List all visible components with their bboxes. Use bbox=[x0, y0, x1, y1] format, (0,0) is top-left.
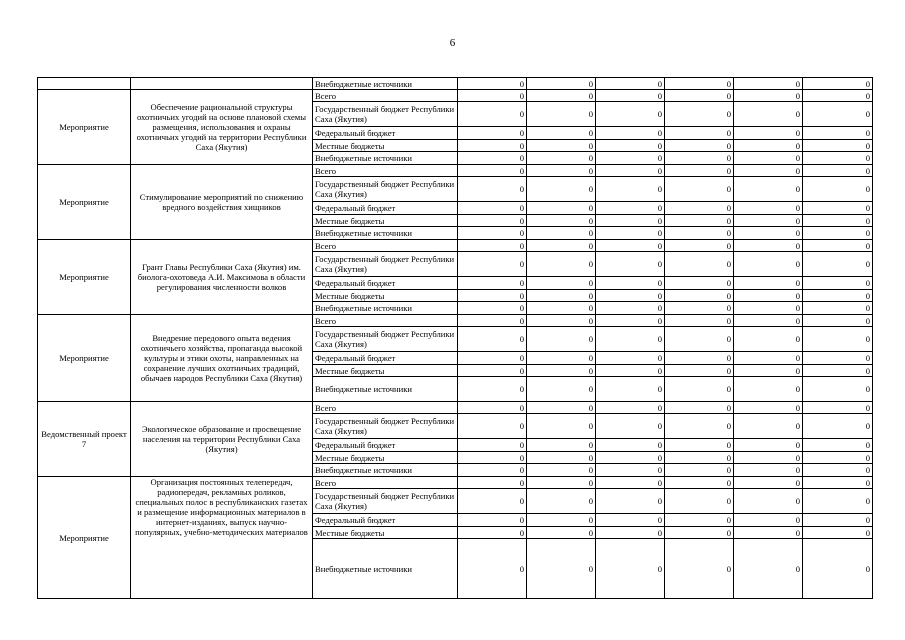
item-type-cell: Мероприятие bbox=[38, 315, 131, 402]
value-cell: 0 bbox=[458, 527, 527, 539]
value-cell: 0 bbox=[527, 414, 596, 439]
funding-source-cell: Всего bbox=[313, 240, 458, 252]
funding-source-cell: Всего bbox=[313, 315, 458, 327]
item-name-cell: Стимулирование мероприятий по снижению вредного воздействия хищников bbox=[131, 165, 313, 240]
value-cell: 0 bbox=[596, 464, 665, 477]
value-cell: 0 bbox=[527, 202, 596, 215]
value-cell: 0 bbox=[596, 489, 665, 514]
value-cell: 0 bbox=[527, 78, 596, 90]
table-row bbox=[38, 78, 873, 90]
value-cell: 0 bbox=[803, 352, 873, 365]
value-cell: 0 bbox=[665, 414, 734, 439]
value-cell: 0 bbox=[458, 402, 527, 414]
value-cell: 0 bbox=[803, 414, 873, 439]
value-cell: 0 bbox=[596, 377, 665, 402]
funding-table-body bbox=[38, 78, 873, 599]
funding-source-cell: Местные бюджеты bbox=[313, 527, 458, 539]
value-cell: 0 bbox=[527, 514, 596, 527]
value-cell: 0 bbox=[527, 527, 596, 539]
item-name-cell: Организация постоянных телепередач, радиопередач, рекламных роликов, специальных полос в республиканских газетах и размещение информационных материалов в интернет-изданиях, выпуск научно-популярных, учебно-методических материалов bbox=[131, 477, 313, 599]
value-cell: 0 bbox=[803, 327, 873, 352]
value-cell: 0 bbox=[596, 527, 665, 539]
value-cell: 0 bbox=[734, 127, 803, 140]
value-cell: 0 bbox=[803, 527, 873, 539]
value-cell: 0 bbox=[458, 439, 527, 452]
value-cell: 0 bbox=[458, 539, 527, 599]
funding-source-cell: Местные бюджеты bbox=[313, 215, 458, 227]
item-name-cell: Внедрение передового опыта ведения охотничьего хозяйства, пропаганда высокой культуры и этики охоты, направленных на сохранение лучших охотничьих традиций, обычаев народов Республики Саха (Якутия) bbox=[131, 315, 313, 402]
value-cell: 0 bbox=[458, 102, 527, 127]
value-cell: 0 bbox=[527, 315, 596, 327]
value-cell: 0 bbox=[665, 327, 734, 352]
value-cell: 0 bbox=[527, 439, 596, 452]
funding-source-cell: Федеральный бюджет bbox=[313, 277, 458, 290]
value-cell: 0 bbox=[596, 227, 665, 240]
value-cell: 0 bbox=[527, 402, 596, 414]
value-cell: 0 bbox=[527, 227, 596, 240]
funding-source-cell: Внебюджетные источники bbox=[313, 539, 458, 599]
value-cell: 0 bbox=[803, 439, 873, 452]
funding-source-cell: Всего bbox=[313, 477, 458, 489]
value-cell: 0 bbox=[734, 352, 803, 365]
value-cell: 0 bbox=[527, 177, 596, 202]
value-cell: 0 bbox=[596, 327, 665, 352]
value-cell: 0 bbox=[665, 477, 734, 489]
value-cell: 0 bbox=[458, 290, 527, 302]
value-cell: 0 bbox=[803, 227, 873, 240]
value-cell: 0 bbox=[458, 227, 527, 240]
value-cell: 0 bbox=[665, 177, 734, 202]
value-cell: 0 bbox=[734, 514, 803, 527]
value-cell: 0 bbox=[734, 489, 803, 514]
value-cell: 0 bbox=[734, 152, 803, 165]
value-cell: 0 bbox=[734, 302, 803, 315]
value-cell: 0 bbox=[734, 290, 803, 302]
value-cell: 0 bbox=[596, 202, 665, 215]
value-cell: 0 bbox=[458, 477, 527, 489]
value-cell: 0 bbox=[734, 252, 803, 277]
value-cell: 0 bbox=[665, 315, 734, 327]
value-cell: 0 bbox=[527, 102, 596, 127]
value-cell: 0 bbox=[803, 452, 873, 464]
value-cell: 0 bbox=[665, 439, 734, 452]
value-cell: 0 bbox=[803, 277, 873, 290]
funding-source-cell: Всего bbox=[313, 402, 458, 414]
value-cell: 0 bbox=[596, 240, 665, 252]
value-cell: 0 bbox=[665, 514, 734, 527]
value-cell: 0 bbox=[458, 352, 527, 365]
funding-table bbox=[37, 77, 873, 599]
value-cell: 0 bbox=[734, 439, 803, 452]
item-type-cell: Ведомственный проект 7 bbox=[38, 402, 131, 477]
value-cell: 0 bbox=[734, 78, 803, 90]
item-name-cell: Обеспечение рациональной структуры охотничьих угодий на основе плановой схемы размещения, использования и охраны охотничьих угодий на территории Республики Саха (Якутия) bbox=[131, 90, 313, 165]
value-cell: 0 bbox=[734, 202, 803, 215]
funding-source-cell: Внебюджетные источники bbox=[313, 377, 458, 402]
value-cell: 0 bbox=[665, 152, 734, 165]
value-cell: 0 bbox=[665, 489, 734, 514]
item-name-cell: Грант Главы Республики Саха (Якутия) им. биолога-охотоведа А.И. Максимова в области регулирования численности волков bbox=[131, 240, 313, 315]
value-cell: 0 bbox=[458, 140, 527, 152]
value-cell: 0 bbox=[527, 290, 596, 302]
value-cell: 0 bbox=[803, 315, 873, 327]
value-cell: 0 bbox=[596, 290, 665, 302]
funding-source-cell: Внебюджетные источники bbox=[313, 78, 458, 90]
funding-source-cell: Внебюджетные источники bbox=[313, 464, 458, 477]
value-cell: 0 bbox=[596, 365, 665, 377]
table-row bbox=[38, 315, 873, 327]
funding-source-cell: Государственный бюджет Республики Саха (Якутия) bbox=[313, 327, 458, 352]
value-cell: 0 bbox=[734, 240, 803, 252]
value-cell: 0 bbox=[803, 464, 873, 477]
table-row bbox=[38, 402, 873, 414]
value-cell: 0 bbox=[527, 277, 596, 290]
funding-source-cell: Государственный бюджет Республики Саха (Якутия) bbox=[313, 489, 458, 514]
value-cell: 0 bbox=[734, 90, 803, 102]
value-cell: 0 bbox=[527, 452, 596, 464]
value-cell: 0 bbox=[803, 102, 873, 127]
funding-source-cell: Федеральный бюджет bbox=[313, 202, 458, 215]
value-cell: 0 bbox=[665, 277, 734, 290]
value-cell: 0 bbox=[596, 277, 665, 290]
value-cell: 0 bbox=[665, 227, 734, 240]
value-cell: 0 bbox=[527, 327, 596, 352]
value-cell: 0 bbox=[734, 452, 803, 464]
funding-source-cell: Местные бюджеты bbox=[313, 365, 458, 377]
value-cell: 0 bbox=[596, 477, 665, 489]
value-cell: 0 bbox=[596, 514, 665, 527]
value-cell: 0 bbox=[458, 414, 527, 439]
value-cell: 0 bbox=[527, 252, 596, 277]
funding-source-cell: Местные бюджеты bbox=[313, 290, 458, 302]
value-cell: 0 bbox=[527, 464, 596, 477]
funding-source-cell: Государственный бюджет Республики Саха (Якутия) bbox=[313, 252, 458, 277]
value-cell: 0 bbox=[596, 90, 665, 102]
value-cell: 0 bbox=[596, 252, 665, 277]
value-cell: 0 bbox=[458, 315, 527, 327]
value-cell: 0 bbox=[596, 452, 665, 464]
value-cell: 0 bbox=[665, 165, 734, 177]
table-row bbox=[38, 165, 873, 177]
value-cell: 0 bbox=[527, 302, 596, 315]
value-cell: 0 bbox=[803, 402, 873, 414]
value-cell: 0 bbox=[665, 302, 734, 315]
funding-source-cell: Федеральный бюджет bbox=[313, 127, 458, 140]
value-cell: 0 bbox=[458, 127, 527, 140]
funding-source-cell: Федеральный бюджет bbox=[313, 439, 458, 452]
value-cell: 0 bbox=[734, 327, 803, 352]
value-cell: 0 bbox=[596, 414, 665, 439]
value-cell: 0 bbox=[803, 365, 873, 377]
value-cell: 0 bbox=[803, 215, 873, 227]
value-cell: 0 bbox=[458, 514, 527, 527]
item-type-cell: Мероприятие bbox=[38, 90, 131, 165]
value-cell: 0 bbox=[527, 240, 596, 252]
value-cell: 0 bbox=[734, 227, 803, 240]
value-cell: 0 bbox=[458, 165, 527, 177]
value-cell: 0 bbox=[665, 377, 734, 402]
value-cell: 0 bbox=[596, 302, 665, 315]
value-cell: 0 bbox=[803, 514, 873, 527]
value-cell: 0 bbox=[458, 377, 527, 402]
value-cell: 0 bbox=[458, 365, 527, 377]
value-cell: 0 bbox=[734, 464, 803, 477]
value-cell: 0 bbox=[596, 177, 665, 202]
funding-source-cell: Государственный бюджет Республики Саха (Якутия) bbox=[313, 102, 458, 127]
value-cell: 0 bbox=[803, 90, 873, 102]
value-cell: 0 bbox=[665, 215, 734, 227]
value-cell: 0 bbox=[665, 402, 734, 414]
value-cell: 0 bbox=[596, 140, 665, 152]
value-cell: 0 bbox=[734, 539, 803, 599]
value-cell: 0 bbox=[596, 215, 665, 227]
value-cell: 0 bbox=[458, 327, 527, 352]
value-cell: 0 bbox=[665, 352, 734, 365]
value-cell: 0 bbox=[803, 78, 873, 90]
value-cell: 0 bbox=[596, 165, 665, 177]
value-cell: 0 bbox=[596, 152, 665, 165]
value-cell: 0 bbox=[527, 127, 596, 140]
value-cell: 0 bbox=[458, 215, 527, 227]
value-cell: 0 bbox=[458, 252, 527, 277]
value-cell: 0 bbox=[527, 215, 596, 227]
table-row bbox=[38, 240, 873, 252]
value-cell: 0 bbox=[734, 402, 803, 414]
value-cell: 0 bbox=[665, 527, 734, 539]
value-cell: 0 bbox=[803, 489, 873, 514]
value-cell: 0 bbox=[527, 140, 596, 152]
value-cell: 0 bbox=[665, 252, 734, 277]
value-cell: 0 bbox=[665, 365, 734, 377]
funding-source-cell: Государственный бюджет Республики Саха (Якутия) bbox=[313, 177, 458, 202]
value-cell: 0 bbox=[734, 315, 803, 327]
item-type-cell bbox=[38, 78, 131, 90]
funding-source-cell: Федеральный бюджет bbox=[313, 352, 458, 365]
value-cell: 0 bbox=[665, 102, 734, 127]
value-cell: 0 bbox=[803, 202, 873, 215]
funding-source-cell: Внебюджетные источники bbox=[313, 302, 458, 315]
item-type-cell: Мероприятие bbox=[38, 240, 131, 315]
value-cell: 0 bbox=[458, 240, 527, 252]
value-cell: 0 bbox=[734, 102, 803, 127]
funding-source-cell: Федеральный бюджет bbox=[313, 514, 458, 527]
value-cell: 0 bbox=[458, 302, 527, 315]
value-cell: 0 bbox=[596, 439, 665, 452]
value-cell: 0 bbox=[527, 365, 596, 377]
value-cell: 0 bbox=[458, 177, 527, 202]
value-cell: 0 bbox=[458, 152, 527, 165]
item-name-cell: Экологическое образование и просвещение населения на территории Республики Саха (Якутия) bbox=[131, 402, 313, 477]
value-cell: 0 bbox=[734, 140, 803, 152]
value-cell: 0 bbox=[665, 140, 734, 152]
value-cell: 0 bbox=[596, 402, 665, 414]
value-cell: 0 bbox=[527, 539, 596, 599]
page-number: 6 bbox=[449, 37, 456, 49]
value-cell: 0 bbox=[596, 539, 665, 599]
value-cell: 0 bbox=[803, 290, 873, 302]
value-cell: 0 bbox=[458, 277, 527, 290]
value-cell: 0 bbox=[527, 377, 596, 402]
value-cell: 0 bbox=[527, 489, 596, 514]
value-cell: 0 bbox=[734, 177, 803, 202]
value-cell: 0 bbox=[665, 202, 734, 215]
funding-source-cell: Местные бюджеты bbox=[313, 452, 458, 464]
value-cell: 0 bbox=[803, 127, 873, 140]
value-cell: 0 bbox=[734, 365, 803, 377]
value-cell: 0 bbox=[734, 165, 803, 177]
value-cell: 0 bbox=[665, 290, 734, 302]
item-type-cell: Мероприятие bbox=[38, 165, 131, 240]
funding-source-cell: Государственный бюджет Республики Саха (Якутия) bbox=[313, 414, 458, 439]
value-cell: 0 bbox=[665, 464, 734, 477]
value-cell: 0 bbox=[458, 78, 527, 90]
value-cell: 0 bbox=[527, 352, 596, 365]
item-type-cell: Мероприятие bbox=[38, 477, 131, 599]
value-cell: 0 bbox=[734, 477, 803, 489]
value-cell: 0 bbox=[596, 127, 665, 140]
funding-source-cell: Местные бюджеты bbox=[313, 140, 458, 152]
funding-source-cell: Всего bbox=[313, 165, 458, 177]
value-cell: 0 bbox=[596, 102, 665, 127]
value-cell: 0 bbox=[527, 152, 596, 165]
item-name-cell bbox=[131, 78, 313, 90]
value-cell: 0 bbox=[734, 277, 803, 290]
value-cell: 0 bbox=[734, 215, 803, 227]
value-cell: 0 bbox=[596, 78, 665, 90]
value-cell: 0 bbox=[803, 302, 873, 315]
value-cell: 0 bbox=[458, 452, 527, 464]
value-cell: 0 bbox=[734, 527, 803, 539]
value-cell: 0 bbox=[734, 414, 803, 439]
funding-source-cell: Внебюджетные источники bbox=[313, 152, 458, 165]
value-cell: 0 bbox=[596, 352, 665, 365]
funding-source-cell: Внебюджетные источники bbox=[313, 227, 458, 240]
value-cell: 0 bbox=[665, 452, 734, 464]
value-cell: 0 bbox=[665, 539, 734, 599]
value-cell: 0 bbox=[458, 90, 527, 102]
value-cell: 0 bbox=[458, 202, 527, 215]
value-cell: 0 bbox=[458, 464, 527, 477]
value-cell: 0 bbox=[803, 539, 873, 599]
value-cell: 0 bbox=[458, 489, 527, 514]
table-row bbox=[38, 477, 873, 489]
value-cell: 0 bbox=[527, 90, 596, 102]
value-cell: 0 bbox=[803, 177, 873, 202]
value-cell: 0 bbox=[665, 78, 734, 90]
value-cell: 0 bbox=[596, 315, 665, 327]
value-cell: 0 bbox=[734, 377, 803, 402]
value-cell: 0 bbox=[527, 165, 596, 177]
value-cell: 0 bbox=[803, 165, 873, 177]
funding-source-cell: Всего bbox=[313, 90, 458, 102]
value-cell: 0 bbox=[665, 127, 734, 140]
value-cell: 0 bbox=[803, 477, 873, 489]
table-row bbox=[38, 90, 873, 102]
value-cell: 0 bbox=[665, 240, 734, 252]
value-cell: 0 bbox=[665, 90, 734, 102]
value-cell: 0 bbox=[803, 252, 873, 277]
value-cell: 0 bbox=[803, 377, 873, 402]
value-cell: 0 bbox=[803, 240, 873, 252]
value-cell: 0 bbox=[803, 140, 873, 152]
value-cell: 0 bbox=[527, 477, 596, 489]
value-cell: 0 bbox=[803, 152, 873, 165]
